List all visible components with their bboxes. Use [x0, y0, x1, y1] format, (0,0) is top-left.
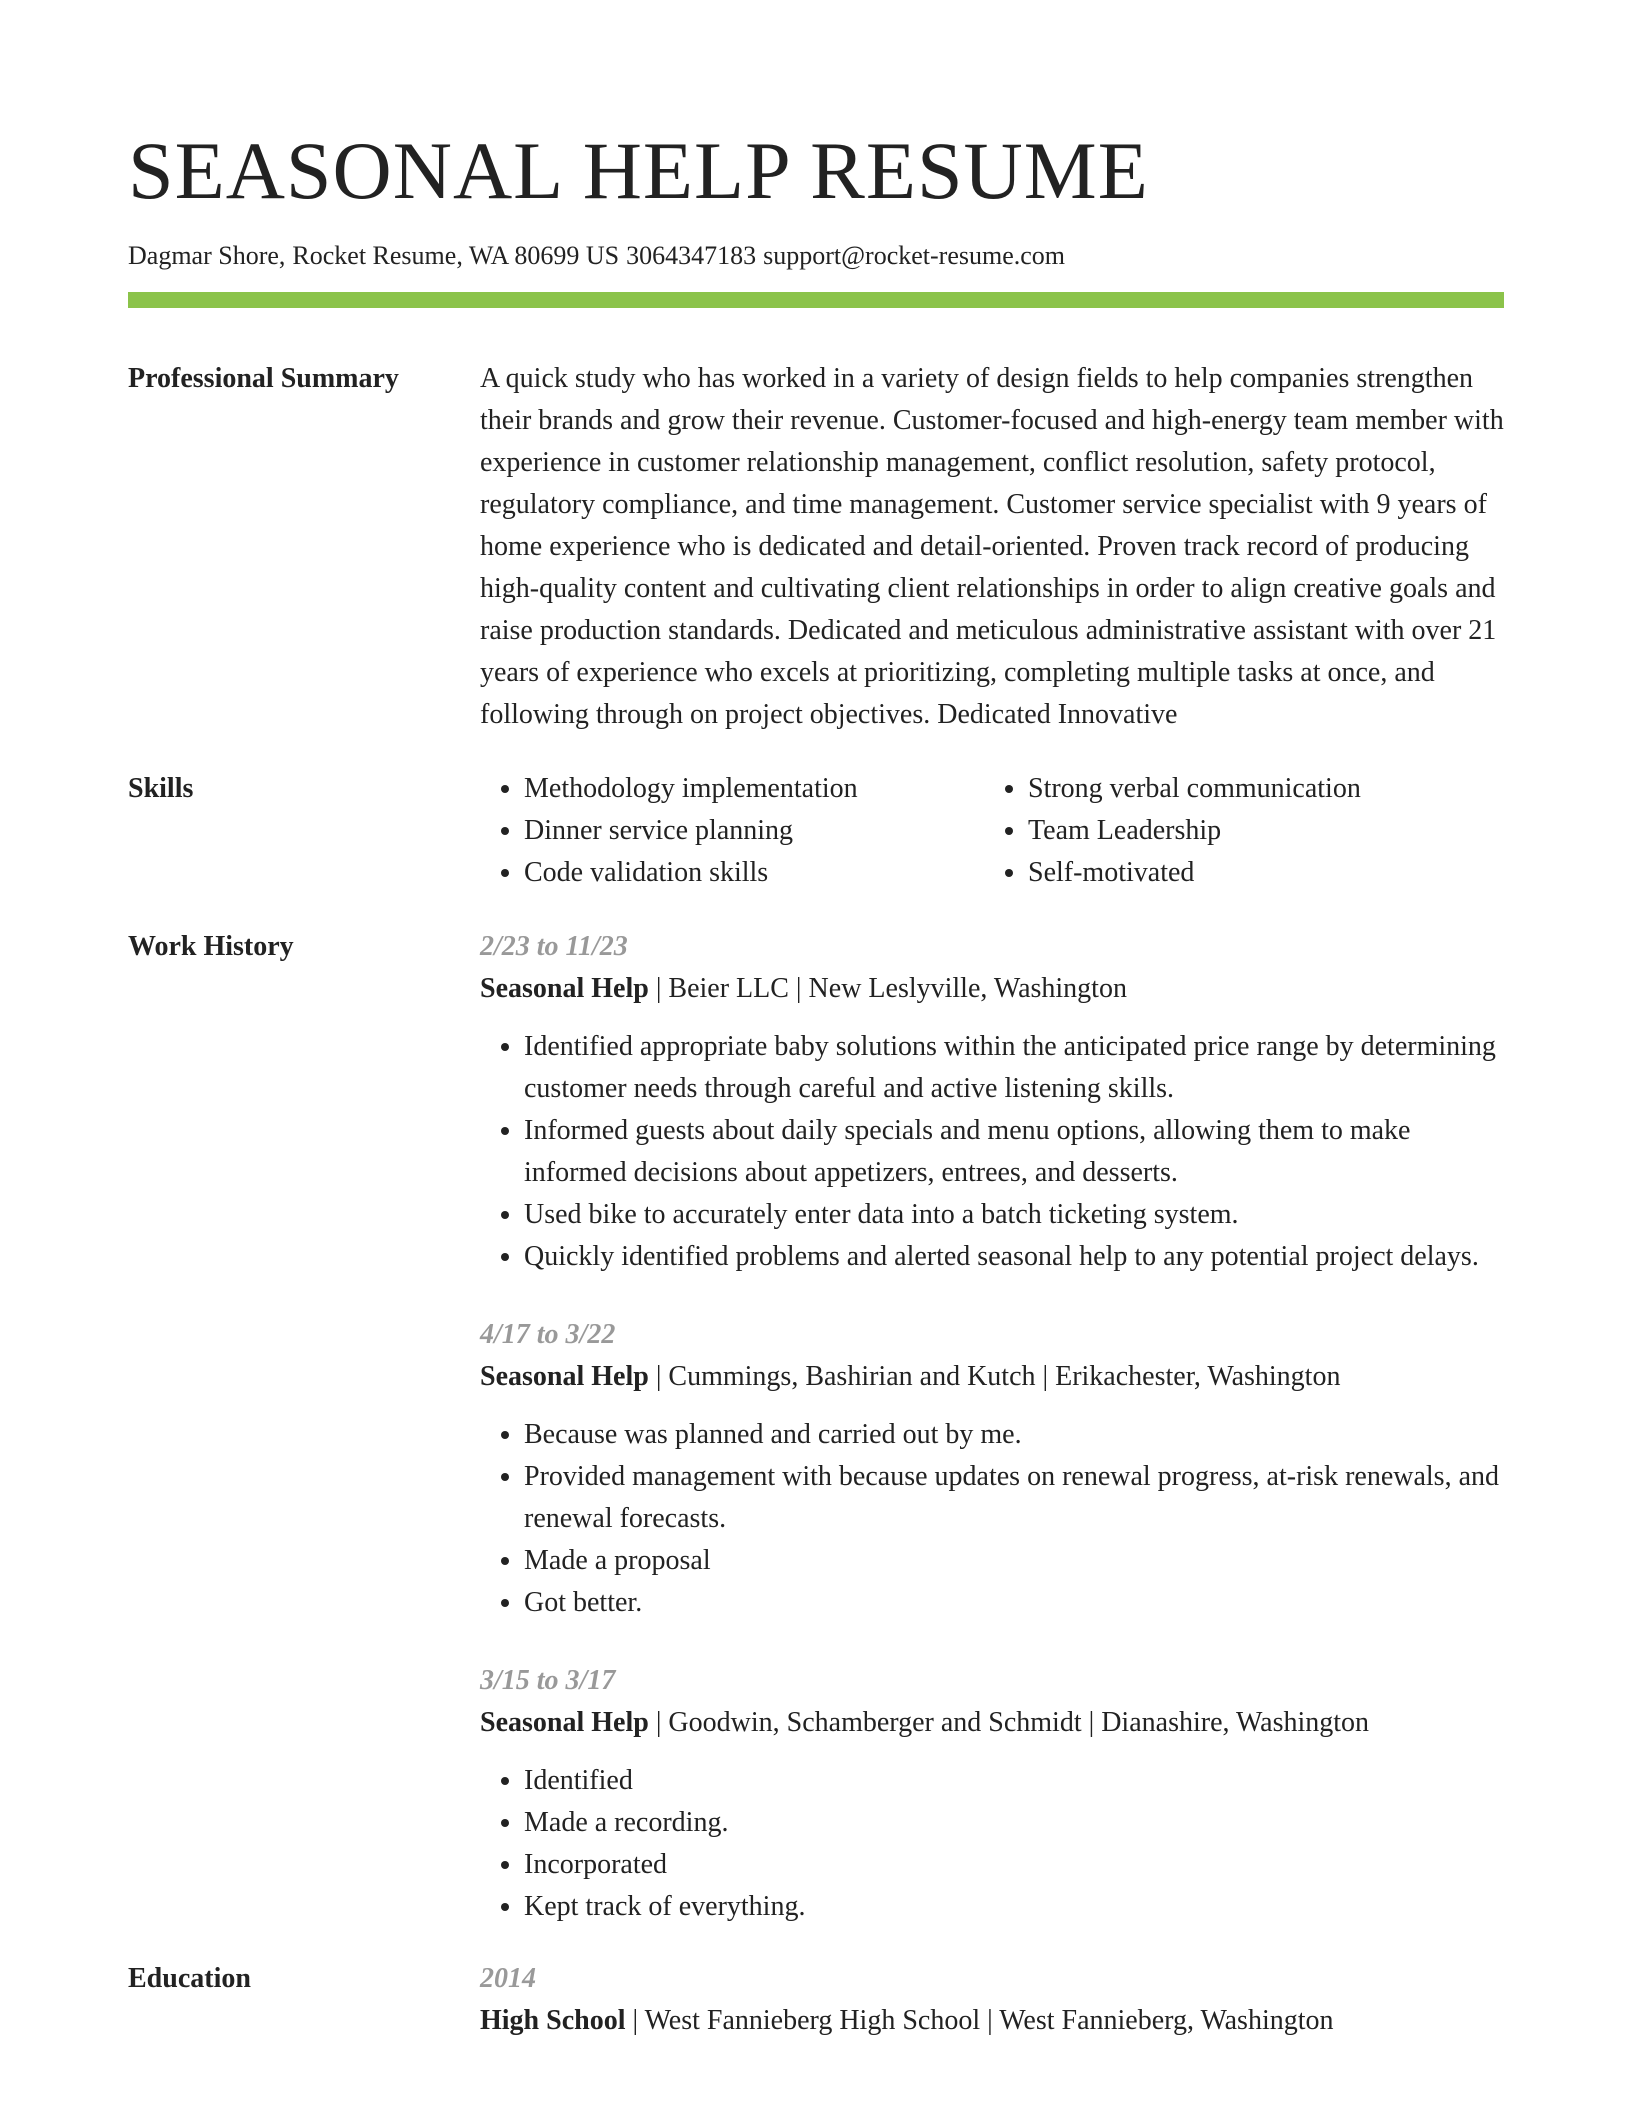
job-bullet: • Provided management with because updates on renewal progress, at-risk renewals, and renewal forecasts.	[524, 1456, 1504, 1540]
job-line	[480, 1356, 1504, 1398]
job-title: Seasonal Help	[480, 1361, 649, 1392]
job-bullets	[480, 1760, 1504, 1928]
education-section	[128, 1958, 1504, 2042]
education-dates: 2014	[480, 1963, 536, 1994]
skills-grid	[480, 768, 1504, 894]
job-bullet: • Made a recording.	[524, 1802, 1504, 1844]
skill-item: • Self-motivated	[1028, 852, 1488, 894]
job-employer-location: | Goodwin, Schamberger and Schmidt | Dianashire, Washington	[648, 1707, 1370, 1738]
contact-line	[128, 240, 1504, 272]
job-dates: 3/15 to 3/17	[480, 1665, 616, 1696]
job-bullet: • Got better.	[524, 1582, 1504, 1624]
skills-body	[480, 768, 1504, 894]
education-body	[480, 1958, 1504, 2042]
education-school-location: | West Fannieberg High School | West Fannieberg, Washington	[625, 2005, 1334, 2036]
work-history-body	[480, 926, 1504, 1928]
skill-item: • Methodology implementation	[524, 768, 984, 810]
job-dates: 2/23 to 11/23	[480, 931, 628, 962]
job-bullets	[480, 1026, 1504, 1278]
job-bullet: • Made a proposal	[524, 1540, 1504, 1582]
skill-item: • Strong verbal communication	[1028, 768, 1488, 810]
skill-item: • Dinner service planning	[524, 810, 984, 852]
accent-divider	[128, 292, 1504, 308]
job-bullet: • Kept track of everything.	[524, 1886, 1504, 1928]
job-line	[480, 968, 1504, 1010]
summary-section	[128, 358, 1504, 736]
job-bullet: • Incorporated	[524, 1844, 1504, 1886]
contact-name: Dagmar Shore,	[128, 241, 286, 270]
education-line	[480, 2000, 1504, 2042]
job-bullet: • Used bike to accurately enter data into a batch ticketing system.	[524, 1194, 1504, 1236]
job-dates: 4/17 to 3/22	[480, 1319, 616, 1350]
job-entry	[480, 1314, 1504, 1624]
contact-address: Rocket Resume, WA 80699 US	[292, 241, 620, 270]
education-degree: High School	[480, 2005, 626, 2036]
summary-heading: Professional Summary	[128, 363, 399, 394]
job-employer-location: | Cummings, Bashirian and Kutch | Erikachester, Washington	[648, 1361, 1341, 1392]
skill-item: • Code validation skills	[524, 852, 984, 894]
skills-section	[128, 768, 1504, 894]
work-history-section	[128, 926, 1504, 1928]
job-entry	[480, 926, 1504, 1278]
contact-email: support@rocket-resume.com	[763, 241, 1066, 270]
job-entry	[480, 1660, 1504, 1928]
skill-item: • Team Leadership	[1028, 810, 1488, 852]
job-line	[480, 1702, 1504, 1744]
job-employer-location: | Beier LLC | New Leslyville, Washington	[648, 973, 1127, 1004]
job-bullet: • Informed guests about daily specials and menu options, allowing them to make informed decisions about appetizers, entrees, and desserts.	[524, 1110, 1504, 1194]
job-title: Seasonal Help	[480, 973, 649, 1004]
summary-text: A quick study who has worked in a variety of design fields to help companies strengthen their brands and grow their revenue. Customer-focused and high-energy team member with experience in customer relationship management, conflict resolution, safety protocol, regulatory compliance, and time management. Customer service specialist with 9 years of home experience who is dedicated and detail-oriented. Proven track record of producing high-quality content and cultivating client relationships in order to align creative goals and raise production standards. Dedicated and meticulous administrative assistant with over 21 years of experience who excels at prioritizing, completing multiple tasks at once, and following through on project objectives. Dedicated Innovative	[480, 363, 1504, 730]
contact-phone: 3064347183	[626, 241, 757, 270]
resume-title: SEASONAL HELP RESUME	[128, 125, 1149, 216]
education-heading: Education	[128, 1963, 251, 1994]
job-bullet: • Quickly identified problems and alerted seasonal help to any potential project delays.	[524, 1236, 1504, 1278]
job-bullet: • Identified	[524, 1760, 1504, 1802]
work-history-heading: Work History	[128, 931, 294, 962]
skills-list-left	[480, 768, 984, 894]
skills-heading: Skills	[128, 773, 194, 804]
job-bullet: • Identified appropriate baby solutions within the anticipated price range by determining customer needs through careful and active listening skills.	[524, 1026, 1504, 1110]
job-bullet: • Because was planned and carried out by me.	[524, 1414, 1504, 1456]
job-bullets	[480, 1414, 1504, 1624]
skills-list-right	[984, 768, 1488, 894]
job-title: Seasonal Help	[480, 1707, 649, 1738]
